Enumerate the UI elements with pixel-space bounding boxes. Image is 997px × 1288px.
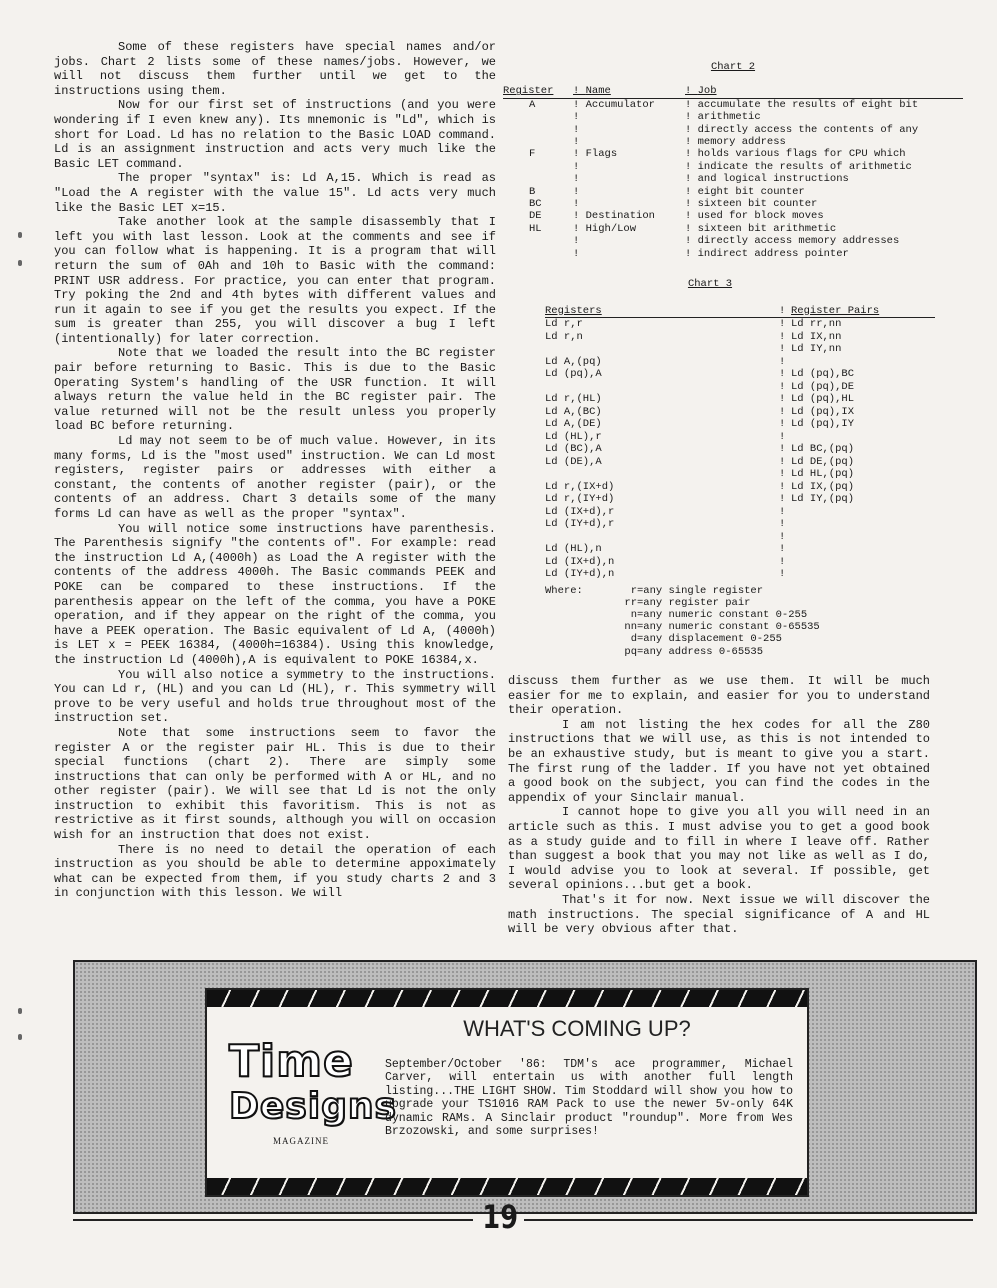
- chart-3-row: Ld r,n ! Ld IX,nn: [545, 331, 935, 344]
- register-pair-form: Ld IY,(pq): [791, 493, 855, 505]
- paragraph: That's it for now. Next issue we will discover the math instructions. The special significance of A and HL will be very obvious after that.: [508, 892, 930, 937]
- register-cell: [503, 161, 573, 173]
- register-cell: HL: [529, 222, 542, 235]
- register-pair-form: Ld IX,nn: [791, 330, 842, 343]
- register-pair-form: Ld (pq),IY: [791, 418, 855, 430]
- chart-3-row: !: [545, 531, 935, 544]
- legend-description: =any numeric constant 0-65535: [637, 621, 820, 634]
- register-form: Ld r,(IX+d): [545, 480, 615, 493]
- register-cell: DE: [529, 210, 542, 223]
- page-number: 19: [482, 1198, 519, 1236]
- header-job: Job: [697, 85, 717, 98]
- job-cell: used for block moves: [697, 210, 824, 223]
- chart-3-row: ! Ld (pq),DE: [545, 381, 935, 394]
- register-form: [545, 531, 779, 544]
- legend-row: [545, 609, 935, 621]
- register-cell: [503, 124, 573, 136]
- chart-3-rows: [545, 318, 935, 581]
- chart-3-title: Chart 3: [687, 278, 733, 290]
- whats-coming-up-panel: [205, 988, 809, 1197]
- paragraph: Now for our first set of instructions (and you were wondering if I even knew any). Its mnemonic is "Ld", which is short for Load. Ld has no relation to the Basic LOAD command. Ld is an assignment instruction and acts very much like the Basic LET command.: [54, 98, 496, 171]
- chart-3-row: Ld (IY+d),r !: [545, 518, 935, 531]
- register-pair-form: [791, 531, 935, 544]
- register-form: Ld A,(DE): [545, 418, 602, 430]
- paragraph: You will notice some instructions have parenthesis. The Parenthesis signify "the contents of". For example: read the instruction Ld A,(4000h) as Load the A register with the contents of the address 4000h. The Basic commands PEEK and POKE can be compared to these instructions. If the parenthesis appear on the left of the comma, you have a POKE operation, and if they appear on the right of the comma, you have a PEEK operation. The Basic equivalent of Ld A, (4000h) is LET x = PEEK 16384, (4000h=16384). Using this knowledge, the instruction Ld (4000h),A is equivalent to POKE 16384,x.: [54, 521, 496, 667]
- job-cell: indirect address pointer: [697, 247, 849, 260]
- legend-symbol: n: [630, 608, 637, 621]
- job-cell: sixteen bit arithmetic: [697, 222, 837, 235]
- register-pair-form: [791, 543, 935, 556]
- logo-magazine-label: MAGAZINE: [273, 1136, 329, 1146]
- chart-2-row: F ! Flags ! holds various flags for CPU which: [503, 148, 963, 160]
- logo-word-designs: Designs: [229, 1086, 397, 1127]
- legend-row: [545, 633, 935, 645]
- advertisement-box: [73, 960, 977, 1214]
- register-cell: F: [529, 148, 536, 161]
- right-column-text: [508, 674, 930, 937]
- register-pair-form: Ld (pq),BC: [791, 368, 855, 380]
- register-pair-form: Ld (pq),DE: [791, 380, 855, 393]
- register-form: Ld r,r: [545, 318, 583, 330]
- register-pair-form: Ld BC,(pq): [791, 443, 855, 455]
- register-form: [545, 343, 779, 356]
- register-form: Ld (pq),A: [545, 368, 602, 380]
- register-form: Ld (HL),r: [545, 430, 602, 443]
- chart-2-row: ! ! arithmetic: [503, 111, 963, 123]
- binder-mark: [18, 1008, 22, 1014]
- job-cell: accumulate the results of eight bit: [697, 98, 919, 111]
- chart-2-row: BC ! ! sixteen bit counter: [503, 198, 963, 210]
- chart-3-row: Ld (HL),n !: [545, 543, 935, 556]
- chart-3-legend: [545, 585, 935, 658]
- job-cell: and logical instructions: [697, 173, 849, 186]
- chart-2-row: HL ! High/Low ! sixteen bit arithmetic: [503, 223, 963, 235]
- legend-symbol: rr: [624, 596, 637, 609]
- header-register-pairs: Register Pairs: [791, 304, 880, 317]
- legend-description: =any numeric constant 0-255: [637, 608, 808, 621]
- chart-3-row: Ld (IX+d),r !: [545, 506, 935, 519]
- chart-2-row: ! ! indicate the results of arithmetic: [503, 161, 963, 173]
- binder-mark: [18, 1034, 22, 1040]
- register-cell: BC: [529, 198, 542, 211]
- register-cell: [503, 248, 573, 260]
- register-cell: [503, 173, 573, 185]
- chart-3-row: Ld (BC),A ! Ld BC,(pq): [545, 443, 935, 456]
- header-register: Register: [503, 85, 554, 98]
- legend-description: =any register pair: [637, 596, 751, 609]
- chart-3-table: [545, 278, 935, 658]
- name-cell: Accumulator: [585, 98, 655, 111]
- register-pair-form: Ld HL,(pq): [791, 468, 855, 480]
- time-designs-logo: [229, 1036, 397, 1146]
- legend-symbol: r: [630, 584, 637, 597]
- register-pair-form: [791, 568, 935, 581]
- paragraph: Note that some instructions seem to favor the register A or the register pair HL. This is due to their special functions (chart 2). There are simply some instructions that can only be performed with A or HL, and no other register (pair). We will see that Ld is not the only instruction to exhibit this favoritism. This is not as restrictive as it first sounds, although you will on occasion wish for an instruction that does not exist.: [54, 725, 496, 843]
- chart-3-row: Ld r,(IX+d) ! Ld IX,(pq): [545, 481, 935, 494]
- register-cell: [503, 136, 573, 148]
- register-form: Ld A,(BC): [545, 405, 602, 418]
- chart-2-row: A ! Accumulator ! accumulate the results of eight bit: [503, 99, 963, 111]
- register-cell: A: [529, 98, 536, 111]
- register-cell: [503, 235, 573, 247]
- register-pair-form: Ld rr,nn: [791, 318, 842, 330]
- chart-3-row: Ld A,(BC) ! Ld (pq),IX: [545, 406, 935, 419]
- paragraph: Ld may not seem to be of much value. However, in its many forms, Ld is the "most used" instruction. We can Ld most registers, register pairs or addresses with either a constant, the contents of another register (pair), or the contents of an address. Chart 3 details some of the many forms Ld can have as well as the proper "syntax".: [54, 434, 496, 521]
- register-pair-form: Ld DE,(pq): [791, 455, 855, 468]
- paragraph: I am not listing the hex codes for all the Z80 instructions that we will use, as this is not intended to be an exhaustive study, but is meant to give you a start. The first rung of the ladder. If you have not yet obtained a good book on the subject, you can find the codes in the appendix of your Sinclair manual.: [508, 717, 930, 805]
- logo-word-time: Time: [229, 1036, 354, 1087]
- paragraph: There is no need to detail the operation of each instruction as you should be able to determine appoximately what can be expected from them, if you study charts 2 and 3 in conjunction with this lesson. We will: [54, 842, 496, 901]
- register-form: Ld A,(pq): [545, 355, 602, 368]
- footer-rule: [524, 1219, 973, 1221]
- chart-3-row: Ld A,(DE) ! Ld (pq),IY: [545, 418, 935, 431]
- chart-2-title: Chart 2: [710, 61, 756, 73]
- register-form: Ld (BC),A: [545, 443, 602, 455]
- name-cell: High/Low: [585, 222, 637, 235]
- register-form: Ld (HL),n: [545, 543, 602, 555]
- job-cell: arithmetic: [697, 111, 761, 124]
- legend-row: [545, 621, 935, 633]
- legend-label: Where:: [545, 584, 583, 597]
- legend-row: [545, 585, 935, 597]
- register-pair-form: [791, 356, 935, 369]
- job-cell: memory address: [697, 136, 786, 149]
- register-form: [545, 381, 779, 394]
- chart-2-row: ! ! indirect address pointer: [503, 248, 963, 260]
- decorative-stripe: [207, 1178, 807, 1195]
- chart-3-row: Ld (pq),A ! Ld (pq),BC: [545, 368, 935, 381]
- job-cell: directly access memory addresses: [697, 235, 900, 248]
- chart-3-row: Ld r,r ! Ld rr,nn: [545, 318, 935, 331]
- chart-3-row: Ld (DE),A ! Ld DE,(pq): [545, 456, 935, 469]
- register-pair-form: Ld (pq),IX: [791, 405, 855, 418]
- paragraph: Take another look at the sample disassembly that I left you with last lesson. Look at the comments and see if you can follow what is happening. It is a program that will return the sum of 0Ah and 10h to Basic with the command: PRINT USR address. For practice, you can enter that program. Try poking the 2nd and 4th bytes with different values and run it again to see if you get the results you expect. If the sum is greater than 255, you will discover a bug I left (intentionally) for later correction.: [54, 215, 496, 346]
- register-form: Ld r,(HL): [545, 393, 602, 405]
- chart-3-row: Ld (HL),r !: [545, 431, 935, 444]
- chart-3-row: Ld r,(HL) ! Ld (pq),HL: [545, 393, 935, 406]
- chart-3-row: Ld (IX+d),n !: [545, 556, 935, 569]
- register-pair-form: Ld IX,(pq): [791, 480, 855, 493]
- chart-3-header: Registers ! Register Pairs: [545, 305, 935, 319]
- paragraph: discuss them further as we use them. It will be much easier for me to explain, and easier for you to understand their operation.: [508, 674, 930, 718]
- legend-description: =any displacement 0-255: [637, 633, 782, 646]
- binder-mark: [18, 260, 22, 266]
- legend-symbol: pq: [624, 645, 637, 658]
- register-cell: [503, 111, 573, 123]
- chart-3-row: Ld r,(IY+d) ! Ld IY,(pq): [545, 493, 935, 506]
- register-cell: B: [529, 185, 536, 198]
- header-registers: Registers: [545, 304, 602, 317]
- binder-mark: [18, 232, 22, 238]
- register-form: Ld (DE),A: [545, 455, 602, 468]
- chart-2-row: ! ! directly access the contents of any: [503, 124, 963, 136]
- chart-2-header: Register ! Name ! Job: [503, 85, 963, 98]
- register-pair-form: [791, 431, 935, 444]
- legend-symbol: nn: [624, 621, 637, 634]
- chart-2-table: [503, 61, 963, 260]
- register-pair-form: Ld IY,nn: [791, 343, 842, 355]
- footer-rule: [73, 1219, 473, 1221]
- job-cell: eight bit counter: [697, 185, 805, 198]
- legend-row: [545, 597, 935, 609]
- job-cell: sixteen bit counter: [697, 198, 818, 211]
- chart-3-row: Ld (IY+d),n !: [545, 568, 935, 581]
- chart-2-rows: [503, 99, 963, 260]
- register-form: [545, 468, 779, 481]
- register-pair-form: [791, 518, 935, 531]
- chart-3-row: Ld A,(pq) !: [545, 356, 935, 369]
- job-cell: directly access the contents of any: [697, 123, 919, 136]
- job-cell: indicate the results of arithmetic: [697, 160, 912, 173]
- register-form: Ld (IX+d),n: [545, 555, 615, 568]
- chart-2-row: ! ! directly access memory addresses: [503, 235, 963, 247]
- decorative-stripe: [207, 990, 807, 1007]
- legend-symbol: d: [630, 633, 637, 646]
- register-form: Ld r,n: [545, 330, 583, 343]
- chart-3-row: ! Ld HL,(pq): [545, 468, 935, 481]
- register-pair-form: [791, 556, 935, 569]
- chart-2-row: ! ! and logical instructions: [503, 173, 963, 185]
- chart-2-row: ! ! memory address: [503, 136, 963, 148]
- ad-heading: WHAT'S COMING UP?: [463, 1016, 691, 1041]
- paragraph: Some of these registers have special names and/or jobs. Chart 2 lists some of these names/jobs. However, we will not discuss them further until we get to the instructions using them.: [54, 40, 496, 98]
- paragraph: The proper "syntax" is: Ld A,15. Which is read as "Load the A register with the value 15". Ld acts very much like the Basic LET x=15.: [54, 171, 496, 215]
- chart-2-row: B ! ! eight bit counter: [503, 186, 963, 198]
- header-name: Name: [585, 85, 611, 98]
- chart-3-row: ! Ld IY,nn: [545, 343, 935, 356]
- left-column-text: [54, 40, 496, 901]
- paragraph: I cannot hope to give you all you will need in an article such as this. I must advise you to get a good book as a study guide and to fill in where I leave off. Rather than suggest a book that you may not like as well as I do, I would advise you to look at several. If possible, get several opinions...but get a book.: [508, 805, 930, 893]
- name-cell: Flags: [585, 148, 618, 161]
- legend-description: =any single register: [637, 584, 764, 597]
- ad-body-text: September/October '86: TDM's ace programmer, Michael Carver, will entertain us with another full length listing...THE LIGHT SHOW. Tim Stoddard will show you how to upgrade your TS1016 RAM Pack to use the newer 5v-only 64K dynamic RAMs. A Sinclair product "roundup". More from Wes Brzozowski, and some surprises!: [385, 1058, 793, 1139]
- legend-row: [545, 646, 935, 658]
- register-pair-form: Ld (pq),HL: [791, 393, 855, 405]
- name-cell: Destination: [585, 210, 655, 223]
- paragraph: Note that we loaded the result into the BC register pair before returning to Basic. This is due to the Basic Operating System's handling of the USR function. It will always return the value held in the BC register pair. The value returned will not be the result unless you properly load BC before returning.: [54, 346, 496, 434]
- job-cell: holds various flags for CPU which: [697, 148, 906, 161]
- register-form: Ld (IY+d),n: [545, 568, 615, 580]
- register-form: Ld r,(IY+d): [545, 493, 615, 505]
- register-pair-form: [791, 506, 935, 519]
- register-form: Ld (IX+d),r: [545, 505, 615, 518]
- chart-2-row: DE ! Destination ! used for block moves: [503, 210, 963, 222]
- paragraph: You will also notice a symmetry to the instructions. You can Ld r, (HL) and you can Ld (HL), r. This symmetry will prove to be very useful and holds true throughout most of the instruction set.: [54, 667, 496, 726]
- register-form: Ld (IY+d),r: [545, 518, 615, 530]
- legend-description: =any address 0-65535: [637, 645, 764, 658]
